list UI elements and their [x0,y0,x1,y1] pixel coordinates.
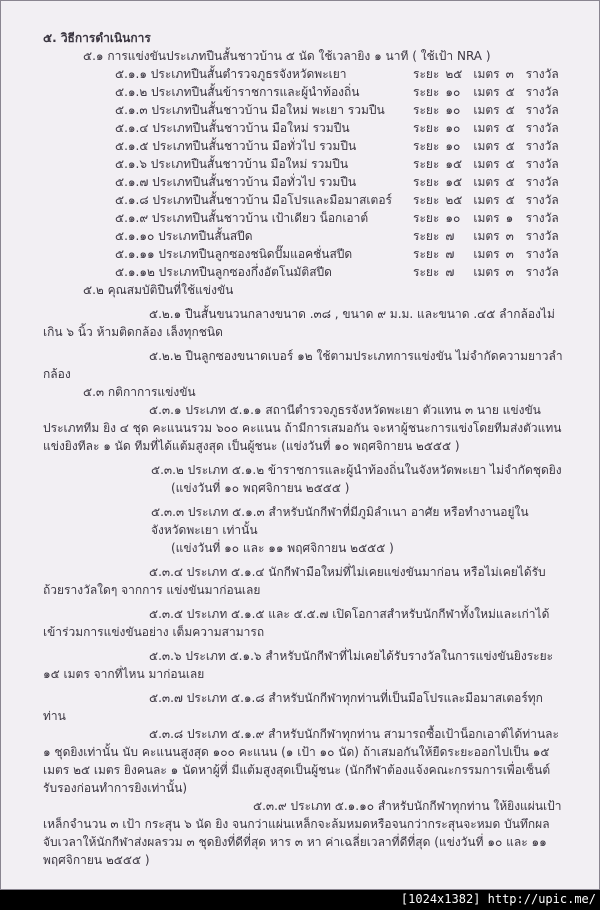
distance-value: ๗ [445,229,455,243]
unit-label: เมตร [473,229,500,243]
subsection-5-2-heading: ๕.๒ คุณสมบัติปืนที่ใช้แข่งขัน [83,283,234,297]
category-label: ๕.๑.๗ ประเภทปืนสั้นชาวบ้าน มือทั่วไป รวมปืน [115,175,357,189]
category-range-info [413,191,563,209]
rule-line: คะแนนรวม ๖๐๐ คะแนน ถ้ามีการเสมอกัน จะหาผู้ชนะการแข่งโดยทีมส่งตัวแทน แข่งยิงทีละ ๑ นัด ทีมที่ได้แต้มสูงสุด [43,421,562,453]
paragraph-line: ๕.๒.๑ ปืนสั้นขนวนกลางขนาด .๓๘ , ขนาด ๙ ม.ม. และขนาด .๔๕ ลำกล้องไม่เกิน ๖ นิ้ว ห้ามติดกล้อง [43,307,555,339]
category-range-info [413,209,563,227]
prize-count: ๓ [505,67,514,81]
unit-label: เมตร [473,265,500,279]
category-range-info [413,227,563,245]
range-label: ระยะ [413,265,440,279]
distance-value: ๗ [445,247,455,261]
prize-count: ๕ [505,139,515,153]
unit-label: เมตร [473,211,500,225]
prize-label: รางวัล [525,175,559,189]
category-label: ๕.๑.๑๐ ประเภทปืนสั้นสปีด [115,229,253,243]
category-row [43,227,563,245]
category-range-info [413,119,563,137]
distance-value: ๗ [445,265,455,279]
category-label: ๕.๑.๖ ประเภทปืนสั้นชาวบ้าน มือใหม่ รวมปืน [115,157,349,171]
prize-label: รางวัล [525,121,559,135]
rule-text: (แข่งวันที่ ๑๐ และ ๑๑ พฤศจิกายน ๒๕๕๕ ) [171,541,394,555]
prize-label: รางวัล [525,67,559,81]
category-range-info [413,173,563,191]
range-label: ระยะ [413,67,440,81]
distance-value: ๑๐ [445,211,461,225]
rule-line: ๕.๓.๕ ประเภท ๕.๑.๕ และ ๕.๕.๗ เปิดโอกาสสำหรับนักกีฬาทั้งใหม่และเก่าได้เข้าร่วมการแข่งขันอย่าง [43,607,550,639]
prize-count: ๕ [505,85,515,99]
competition-category-list [43,65,563,281]
range-label: ระยะ [413,139,440,153]
distance-value: ๑๕ [445,175,463,189]
distance-value: ๑๐ [445,121,461,135]
distance-value: ๒๕ [445,67,463,81]
range-label: ระยะ [413,193,440,207]
category-range-info [413,137,563,155]
range-label: ระยะ [413,85,440,99]
category-row [43,155,563,173]
distance-value: ๑๐ [445,139,461,153]
image-host-bar [0,890,600,910]
category-range-info [413,263,563,281]
prize-count: ๕ [505,121,515,135]
category-range-info [413,83,563,101]
range-label: ระยะ [413,247,440,261]
rule-line: ๕.๓.๔ ประเภท ๕.๑.๔ นักกีฬามือใหม่ที่ไม่เคยแข่งขันมาก่อน หรือไม่เคยได้รับถ้วยรางวัลใดๆ จากการ [43,565,546,597]
category-range-info [413,155,563,173]
unit-label: เมตร [473,121,500,135]
prize-label: รางวัล [525,247,559,261]
rule-line: เต็มความสามารถ [172,625,265,639]
prize-label: รางวัล [525,265,559,279]
rule-text [43,563,563,599]
distance-value: ๒๕ [445,193,463,207]
paragraph-line: เล็งทุกชนิด [166,325,223,339]
paragraph-text: ๕.๒.๒ ปืนลูกซองขนาดเบอร์ ๑๒ ใช้ตามประเภทการแข่งขัน ไม่จำกัดความยาวลำกล้อง [43,349,563,381]
prize-count: ๕ [505,175,515,189]
watermark-text: [1024x1382] http://upic.me/ [400,892,596,906]
section-title: ๕. วิธีการดำเนินการ [43,31,151,45]
rule-line: จนกว่าแผ่นเหล็กจะล้มหมดหรือจนกว่ากระสุนจะหมด บันทึกผลจับเวลาให้นักกีฬาส่งผลรวม ๓ ชุดยิงที่ดีที่สุด หาร ๓ หา [43,817,550,849]
unit-label: เมตร [473,157,500,171]
unit-label: เมตร [473,139,500,153]
range-label: ระยะ [413,121,440,135]
rule-text [43,401,563,455]
rule-line: เป็นผู้ชนะ (แข่งวันที่ ๑๐ พฤศจิกายน ๒๕๕๕ ) [227,439,460,453]
prize-label: รางวัล [525,193,559,207]
prize-label: รางวัล [525,85,559,99]
range-label: ระยะ [413,229,440,243]
range-label: ระยะ [413,175,440,189]
rule-line: มีแต้มสูงสุดเป็นผู้ชนะ (นักกีฬาต้องแจ้งคณะกรรมการเพื่อเซ็นต์รับรองก่อนทำการยิงเท่านั้น) [43,763,551,795]
category-row [43,263,563,281]
prize-count: ๕ [505,157,515,171]
prize-label: รางวัล [525,211,559,225]
category-label: ๕.๑.๔ ประเภทปืนสั้นชาวบ้าน มือใหม่ รวมปืน [115,121,350,135]
category-row [43,65,563,83]
rule-line: แข่งขันมาก่อนเลย [166,583,261,597]
range-label: ระยะ [413,211,440,225]
rule-text: ๕.๓.๒ ประเภท ๕.๑.๒ ข้าราชการและผู้นำท้องถิ่นในจังหวัดพะเยา ไม่จำกัดชุดยิง [151,463,562,477]
category-row [43,119,563,137]
category-label: ๕.๑.๑ ประเภทปืนสั้นตำรวจภูธรจังหวัดพะเยา [115,67,347,81]
subsection-5-3-heading: ๕.๓ กติกาการแข่งขัน [83,385,196,399]
category-label: ๕.๑.๒ ประเภทปืนสั้นข้าราชการและผู้นำท้องถิ่น [115,85,360,99]
category-range-info [413,65,563,83]
unit-label: เมตร [473,193,500,207]
rule-line: ๕.๓.๙ ประเภท ๕.๑.๑๐ สำหรับนักกีฬาทุกท่าน ให้ยิงแผ่นเป้าเหล็กจำนวน ๓ เป้า กระสุน ๖ นัด ยิง [43,799,562,831]
rule-line: ค่าเฉลี่ยเวลาที่ดีที่สุด (แข่งวันที่ ๑๐ และ ๑๑ พฤศจิกายน ๒๕๕๕ ) [43,835,547,867]
category-label: ๕.๑.๑๒ ประเภทปืนลูกซองกึ่งอัตโนมัติสปีด [115,265,332,279]
subsection-5-1-heading: ๕.๑ การแข่งขันประเภทปืนสั้นชาวบ้าน ๕ นัด ใช้เวลายิง ๑ นาที ( ใช้เป้า NRA ) [83,49,491,63]
unit-label: เมตร [473,103,500,117]
category-row [43,173,563,191]
rule-line: มาก่อนเลย [148,667,205,681]
rule-text [43,605,563,641]
prize-count: ๑ [505,211,514,225]
unit-label: เมตร [473,247,500,261]
rule-line: ๕.๓.๑ ประเภท ๕.๑.๑ สถานีตำรวจภูธรจังหวัดพะเยา ตัวแทน ๓ นาย แข่งขันประเภททีม ยิง ๔ ชุด [43,403,541,435]
rule-line: คะแนนสูงสุด ๑๐๐ คะแนน (๑ เป้า ๑๐ นัด) ถ้าเสมอกันให้ยืดระยะออกไปเป็น ๑๕ เมตร ๒๕ เมตร ยิงคนละ ๑ นัดหาผู้ที่ [43,745,550,777]
category-range-info [413,245,563,263]
unit-label: เมตร [473,67,500,81]
prize-label: รางวัล [525,157,559,171]
category-label: ๕.๑.๑๑ ประเภทปืนลูกซองชนิดปั๊มแอคชั่นสปีด [115,247,353,261]
rule-line: ๕.๓.๘ ประเภท ๕.๑.๙ สำหรับนักกีฬาทุกท่าน สามารถซื้อเป้าน็อกเอาต์ได้ท่านละ ๑ ชุดยิงเท่านั้น นับ [43,727,559,759]
prize-count: ๓ [505,247,514,261]
prize-count: ๕ [505,103,515,117]
prize-label: รางวัล [525,103,559,117]
prize-count: ๓ [505,265,514,279]
category-row [43,209,563,227]
category-row [43,245,563,263]
rule-text: ๕.๓.๓ ประเภท ๕.๑.๓ สำหรับนักกีฬาที่มีภูมิลำเนา อาศัย หรือทำงานอยู่ในจังหวัดพะเยา เท่านั้น [151,505,529,537]
category-row [43,137,563,155]
distance-value: ๑๐ [445,103,461,117]
paragraph-text [43,305,563,341]
category-label: ๕.๑.๙ ประเภทปืนสั้นชาวบ้าน เป้าเดียว น็อกเอาต์ [115,211,369,225]
distance-value: ๑๕ [445,157,463,171]
prize-label: รางวัล [525,139,559,153]
rule-line: ๕.๓.๖ ประเภท ๕.๑.๖ สำหรับนักกีฬาที่ไม่เคยได้รับรางวัลในการแข่งขันยิงระยะ ๑๕ เมตร จากที่ไหน [43,649,554,681]
range-label: ระยะ [413,157,440,171]
rule-text [43,647,563,683]
range-label: ระยะ [413,103,440,117]
unit-label: เมตร [473,175,500,189]
category-row [43,191,563,209]
unit-label: เมตร [473,85,500,99]
category-row [43,101,563,119]
rule-text [43,797,563,869]
distance-value: ๑๐ [445,85,461,99]
category-row [43,83,563,101]
rule-text: (แข่งวันที่ ๑๐ พฤศจิกายน ๒๕๕๕ ) [171,481,350,495]
prize-count: ๓ [505,229,514,243]
category-label: ๕.๑.๓ ประเภทปืนสั้นชาวบ้าน มือใหม่ พะเยา รวมปืน [115,103,385,117]
category-label: ๕.๑.๘ ประเภทปืนสั้นชาวบ้าน มือโปรและมือมาสเตอร์ [115,193,392,207]
prize-count: ๕ [505,193,515,207]
rule-text: ๕.๓.๗ ประเภท ๕.๑.๘ สำหรับนักกีฬาทุกท่านที่เป็นมือโปรและมือมาสเตอร์ทุกท่าน [43,691,543,723]
category-range-info [413,101,563,119]
rule-text [43,725,563,797]
category-label: ๕.๑.๕ ประเภทปืนสั้นชาวบ้าน มือทั่วไป รวมปืน [115,139,357,153]
prize-label: รางวัล [525,229,559,243]
